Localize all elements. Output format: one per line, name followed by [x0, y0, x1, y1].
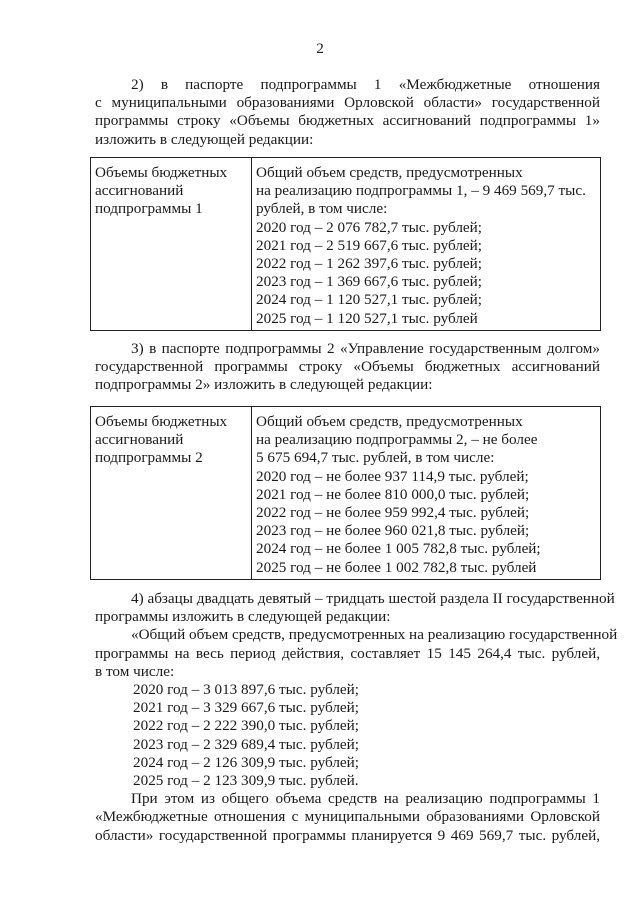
value-line: на реализацию подпрограммы 2, – не более	[256, 431, 538, 449]
label-line: Объемы бюджетных	[95, 413, 228, 430]
table-label-cell	[91, 407, 252, 580]
text-line: подпрограммы 2» изложить в следующей редакции:	[95, 376, 433, 394]
year-line: 2023 год – 1 369 667,6 тыс. рублей;	[256, 273, 483, 291]
page-number: 2	[316, 40, 324, 57]
label-line: ассигнований	[95, 431, 184, 449]
label-line: Объемы бюджетных	[95, 164, 228, 181]
value-line: 5 675 694,7 тыс. рублей, в том числе:	[256, 449, 495, 467]
text-line: изложить в следующей редакции:	[95, 130, 314, 148]
year-line: 2023 год – 2 329 689,4 тыс. рублей;	[133, 735, 360, 753]
year-line: 2022 год – не более 959 992,4 тыс. рублей;	[256, 504, 530, 522]
table-value-cell	[252, 407, 601, 580]
year-line: 2025 год – 1 120 527,1 тыс. рублей	[256, 309, 478, 327]
text-line: 2) в паспорте подпрограммы 1 «Межбюджетные отношения	[131, 76, 600, 93]
year-line: 2025 год – не более 1 002 782,8 тыс. рублей	[256, 558, 537, 576]
year-line: 2025 год – 2 123 309,9 тыс. рублей.	[133, 772, 359, 790]
value-line: рублей, в том числе:	[256, 200, 388, 218]
year-line: 2024 год – 1 120 527,1 тыс. рублей;	[256, 291, 483, 309]
text-line: программы на весь период действия, составляет 15 145 264,4 тыс. рублей,	[95, 644, 600, 662]
year-list	[95, 681, 600, 790]
item4-section	[95, 590, 618, 845]
item3-intro	[95, 340, 600, 395]
value-line: на реализацию подпрограммы 1, – 9 469 569,7 тыс.	[256, 182, 586, 200]
text-line: в том числе:	[95, 662, 175, 680]
value-line: Общий объем средств, предусмотренных	[256, 164, 523, 181]
year-line: 2020 год – 2 076 782,7 тыс. рублей;	[256, 218, 483, 236]
year-line: 2023 год – не более 960 021,8 тыс. рублей;	[256, 522, 530, 540]
subprogram1-budget-table	[90, 157, 601, 331]
year-line: 2021 год – не более 810 000,0 тыс. рублей;	[256, 485, 530, 503]
table-label-cell	[91, 158, 252, 331]
table-row	[91, 158, 601, 331]
year-line: 2021 год – 2 519 667,6 тыс. рублей;	[256, 236, 483, 254]
text-line: 4) абзацы двадцать девятый – тридцать шестой раздела II государственной	[131, 590, 615, 607]
label-line: подпрограммы 1	[95, 200, 203, 218]
year-line: 2024 год – 2 126 309,9 тыс. рублей;	[133, 753, 360, 771]
table-value-cell	[252, 158, 601, 331]
year-line: 2022 год – 1 262 397,6 тыс. рублей;	[256, 255, 483, 273]
year-line: 2020 год – 3 013 897,6 тыс. рублей;	[133, 681, 360, 699]
year-line: 2021 год – 3 329 667,6 тыс. рублей;	[133, 699, 360, 717]
text-line: «Межбюджетные отношения с муниципальными образованиями Орловской	[95, 808, 600, 826]
table-row	[91, 407, 601, 580]
label-line: подпрограммы 2	[95, 449, 203, 467]
text-line: 3) в паспорте подпрограммы 2 «Управление государственным долгом»	[131, 340, 600, 357]
value-line: Общий объем средств, предусмотренных	[256, 413, 523, 430]
year-line: 2024 год – не более 1 005 782,8 тыс. рублей;	[256, 540, 541, 558]
text-line: программы строку «Объемы бюджетных ассигнований подпрограммы 1»	[95, 112, 600, 130]
text-line: с муниципальными образованиями Орловской области» государственной	[95, 94, 600, 112]
year-line: 2022 год – 2 222 390,0 тыс. рублей;	[133, 717, 360, 735]
text-line: При этом из общего объема средств на реализацию подпрограммы 1	[131, 790, 600, 808]
text-line: программы изложить в следующей редакции:	[95, 608, 391, 626]
subprogram2-budget-table	[90, 406, 601, 580]
label-line: ассигнований	[95, 182, 184, 200]
text-line: «Общий объем средств, предусмотренных на реализацию государственной	[131, 626, 618, 644]
text-line: области» государственной программы планируется 9 469 569,7 тыс. рублей,	[95, 826, 600, 844]
year-line: 2020 год – не более 937 114,9 тыс. рублей;	[256, 467, 529, 485]
item2-intro	[95, 76, 600, 149]
text-line: государственной программы строку «Объемы бюджетных ассигнований	[95, 358, 600, 376]
